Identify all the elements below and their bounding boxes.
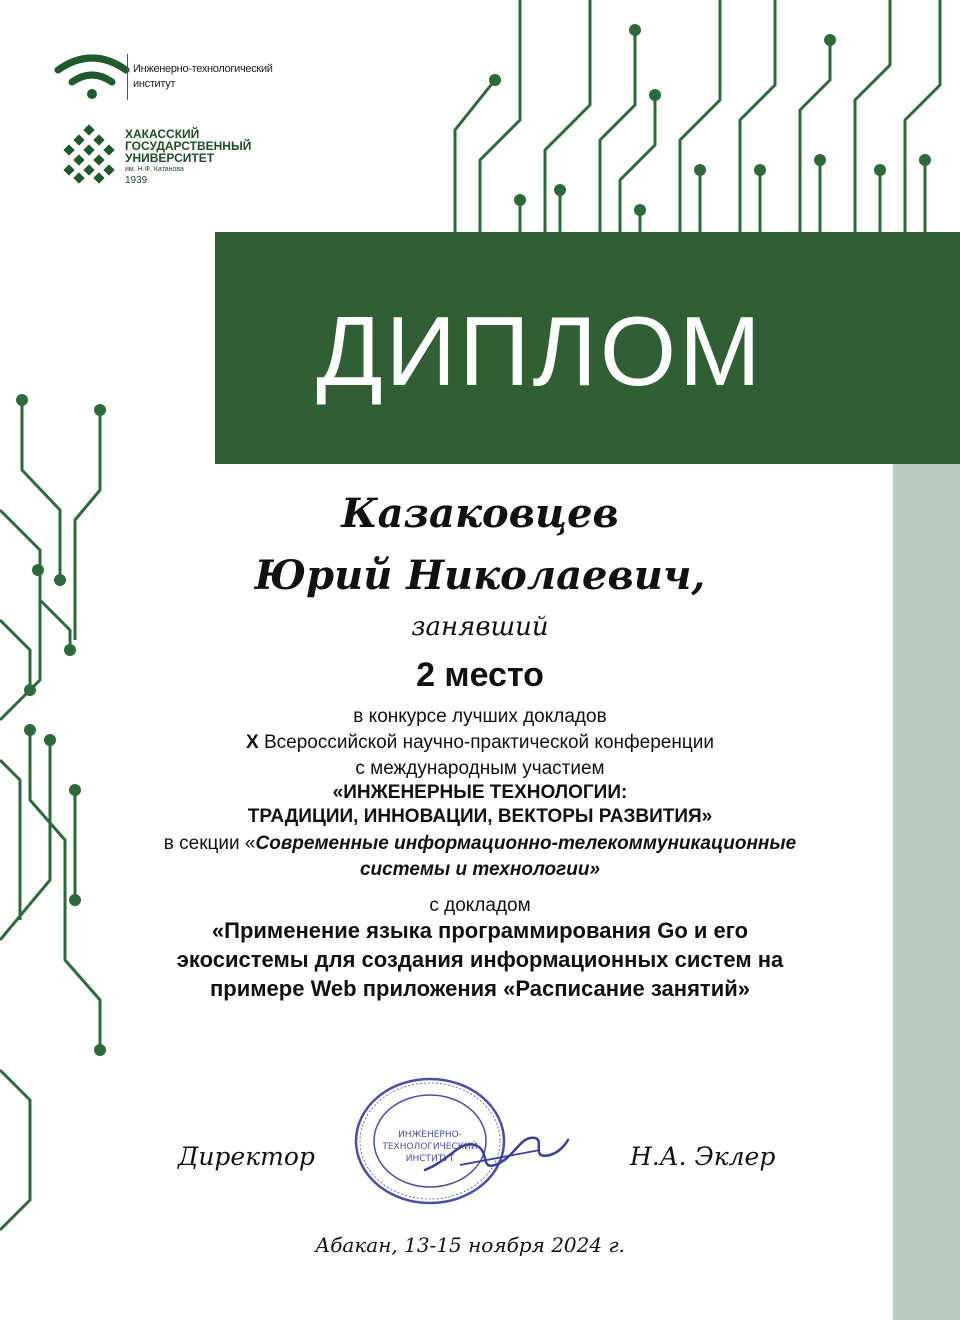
diploma-title: ДИПЛОМ bbox=[316, 296, 764, 406]
contest-line: в конкурсе лучших докладов bbox=[353, 706, 607, 727]
svg-text:ТЕХНОЛОГИЧЕСКИЙ: ТЕХНОЛОГИЧЕСКИЙ bbox=[382, 1142, 478, 1152]
stamp-text: ИНЖЕНЕРНО- bbox=[398, 1130, 462, 1140]
conference-line bbox=[60, 731, 900, 754]
university-subname: им. Н.Ф. Катанова bbox=[125, 166, 184, 173]
section-line-2: системы и технологии» bbox=[359, 859, 601, 880]
section-prefix: в секции « bbox=[163, 833, 256, 854]
institute-name: Инженерно-технологический институт bbox=[133, 63, 273, 90]
awardee-surname: Казаковцев bbox=[341, 490, 619, 537]
section-name: Современные информационно-телекоммуникационные bbox=[255, 833, 797, 854]
report-label: с докладом bbox=[429, 895, 531, 916]
report-title-line-3: примере Web приложения «Расписание занятий» bbox=[210, 976, 750, 1001]
director-role: Директор bbox=[178, 1142, 315, 1171]
director-name: Н.А. Эклер bbox=[630, 1142, 776, 1171]
conference-number: X bbox=[246, 732, 259, 753]
university-name: ХАКАССКИЙ ГОСУДАРСТВЕННЫЙ УНИВЕРСИТЕТ bbox=[125, 127, 252, 165]
conference-title-line-1: «ИНЖЕНЕРНЫЕ ТЕХНОЛОГИИ: bbox=[332, 782, 628, 803]
report-title-line-2: экосистемы для создания информационных систем на bbox=[176, 947, 784, 972]
wifi-arc-icon bbox=[54, 52, 130, 102]
title-banner bbox=[215, 232, 960, 464]
university-year: 1939 bbox=[125, 175, 148, 186]
place-award: 2 место bbox=[416, 656, 544, 694]
handwritten-signature bbox=[420, 1120, 570, 1180]
international-line: с международным участием bbox=[355, 758, 605, 779]
side-color-band bbox=[893, 464, 960, 1320]
occupied-label: занявший bbox=[411, 612, 549, 642]
place-date: Абакан, 13-15 ноября 2024 г. bbox=[315, 1233, 625, 1257]
logo-divider bbox=[127, 54, 128, 100]
diamond-lattice-icon bbox=[58, 124, 120, 186]
svg-text:ИНСТИТУТ: ИНСТИТУТ bbox=[405, 1154, 455, 1164]
section-line bbox=[60, 832, 900, 855]
conference-title-line-2: ТРАДИЦИИ, ИННОВАЦИИ, ВЕКТОРЫ РАЗВИТИЯ» bbox=[247, 806, 713, 827]
awardee-given-names: Юрий Николаевич, bbox=[254, 552, 706, 599]
report-title-line-1: «Применение языка программирования Go и его bbox=[211, 918, 749, 943]
conference-name: Всероссийской научно-практической конференции bbox=[258, 732, 714, 753]
